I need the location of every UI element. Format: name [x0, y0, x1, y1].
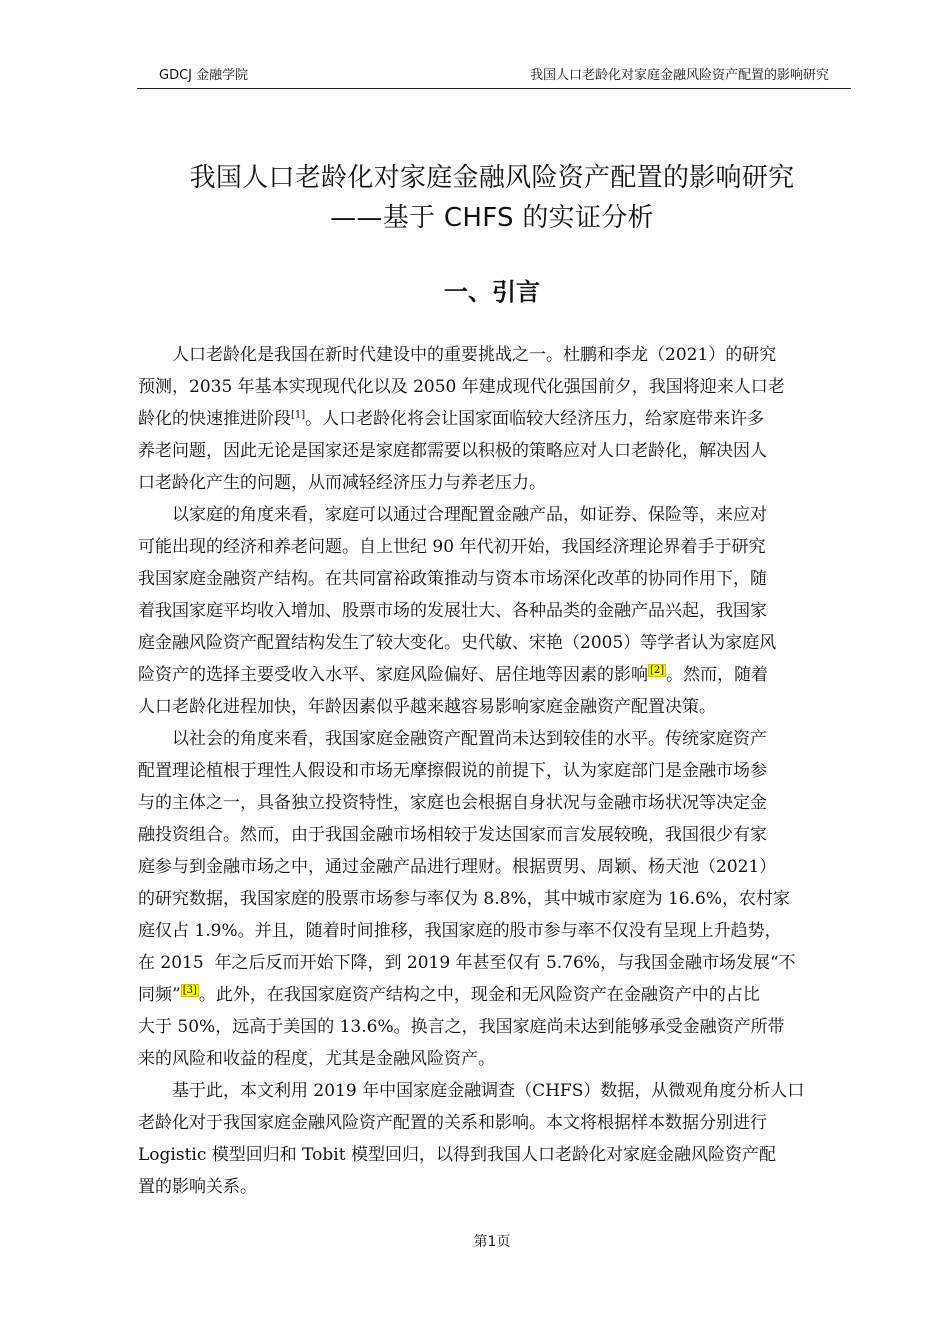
citation-1[interactable]: [1]	[291, 409, 306, 421]
paragraph-4	[138, 1075, 850, 1203]
text-line: 在 2015 年之后反而开始下降，到 2019 年甚至仅有 5.76%，与我国金融市场发展“不	[138, 953, 796, 973]
page-number: 第1页	[473, 1234, 511, 1250]
text-line: 着我国家庭平均收入增加、股票市场的发展壮大、各种品类的金融产品兴起，我国家	[138, 601, 767, 621]
paragraph-2	[138, 499, 850, 723]
paragraph-1	[138, 339, 850, 499]
text-line: 以家庭的角度来看，家庭可以通过合理配置金融产品，如证券、保险等，来应对	[172, 505, 767, 525]
text-fragment: 险资产的选择主要受收入水平、家庭风险偏好、居住地等因素的影响	[138, 665, 648, 685]
text-line	[138, 979, 850, 1011]
running-header	[137, 66, 851, 89]
text-line: 人口老龄化进程加快，年龄因素似乎越来越容易影响家庭金融资产配置决策。	[138, 697, 716, 717]
text-line: Logistic 模型回归和 Tobit 模型回归，以得到我国人口老龄化对家庭金融风险资产配	[138, 1145, 776, 1165]
text-line: 的研究数据，我国家庭的股票市场参与率仅为 8.8%，其中城市家庭为 16.6%，农村家	[138, 889, 790, 909]
text-line	[138, 659, 850, 691]
text-line: 庭金融风险资产配置结构发生了较大变化。史代敏、宋艳（2005）等学者认为家庭风	[138, 633, 777, 653]
header-institution: GDCJ 金融学院	[159, 68, 249, 83]
text-line: 预测，2035 年基本实现现代化以及 2050 年建成现代化强国前夕，我国将迎来人口老	[138, 377, 785, 397]
text-line: 庭仅占 1.9%。并且，随着时间推移，我国家庭的股市参与率不仅没有呈现上升趋势，	[138, 921, 782, 941]
text-line: 养老问题，因此无论是国家还是家庭都需要以积极的策略应对人口老龄化，解决因人	[138, 441, 767, 461]
text-fragment: 。此外，在我国家庭资产结构之中，现金和无风险资产在金融资产中的占比	[198, 985, 760, 1005]
text-line: 以社会的角度来看，我国家庭金融资产配置尚未达到较佳的水平。传统家庭资产	[172, 729, 767, 749]
text-line: 与的主体之一，具备独立投资特性，家庭也会根据自身状况与金融市场状况等决定金	[138, 793, 767, 813]
text-line: 来的风险和收益的程度，尤其是金融风险资产。	[138, 1049, 495, 1069]
text-fragment: 同频”	[138, 985, 181, 1005]
text-line: 配置理论植根于理性人假设和市场无摩擦假说的前提下，认为家庭部门是金融市场参	[138, 761, 767, 781]
text-line: 基于此，本文利用 2019 年中国家庭金融调查（CHFS）数据，从微观角度分析人口	[172, 1081, 805, 1101]
text-line: 置的影响关系。	[138, 1177, 257, 1197]
text-line: 可能出现的经济和养老问题。自上世纪 90 年代初开始，我国经济理论界着手于研究	[138, 537, 766, 557]
text-line: 大于 50%，远高于美国的 13.6%。换言之，我国家庭尚未达到能够承受金融资产所带	[138, 1017, 785, 1037]
text-line: 庭参与到金融市场之中，通过金融产品进行理财。根据贾男、周颖、杨天池（2021）	[138, 857, 777, 877]
text-fragment: 龄化的快速推进阶段	[138, 409, 291, 429]
text-line: 我国家庭金融资产结构。在共同富裕政策推动与资本市场深化改革的协同作用下，随	[138, 569, 767, 589]
text-line	[138, 403, 850, 435]
paper-title: 我国人口老龄化对家庭金融风险资产配置的影响研究	[189, 163, 795, 193]
text-fragment: 。人口老龄化将会让国家面临较大经济压力，给家庭带来许多	[305, 409, 765, 429]
paragraph-3	[138, 723, 850, 1075]
text-line: 融投资组合。然而，由于我国金融市场相较于发达国家而言发展较晚，我国很少有家	[138, 825, 767, 845]
header-paper-title: 我国人口老龄化对家庭金融风险资产配置的影响研究	[529, 68, 829, 83]
text-line: 人口老龄化是我国在新时代建设中的重要挑战之一。杜鹏和李龙（2021）的研究	[172, 345, 777, 365]
paper-subtitle: ——基于 CHFS 的实证分析	[330, 203, 654, 233]
section-heading: 一、引言	[444, 278, 540, 306]
text-fragment: 。然而，随着	[666, 665, 769, 685]
citation-2[interactable]: [2]	[650, 665, 665, 677]
text-line: 老龄化对于我国家庭金融风险资产配置的关系和影响。本文将根据样本数据分别进行	[138, 1113, 767, 1133]
citation-3[interactable]: [3]	[182, 985, 197, 997]
body-text	[138, 339, 850, 1203]
text-line: 口老龄化产生的问题，从而减轻经济压力与养老压力。	[138, 473, 546, 493]
